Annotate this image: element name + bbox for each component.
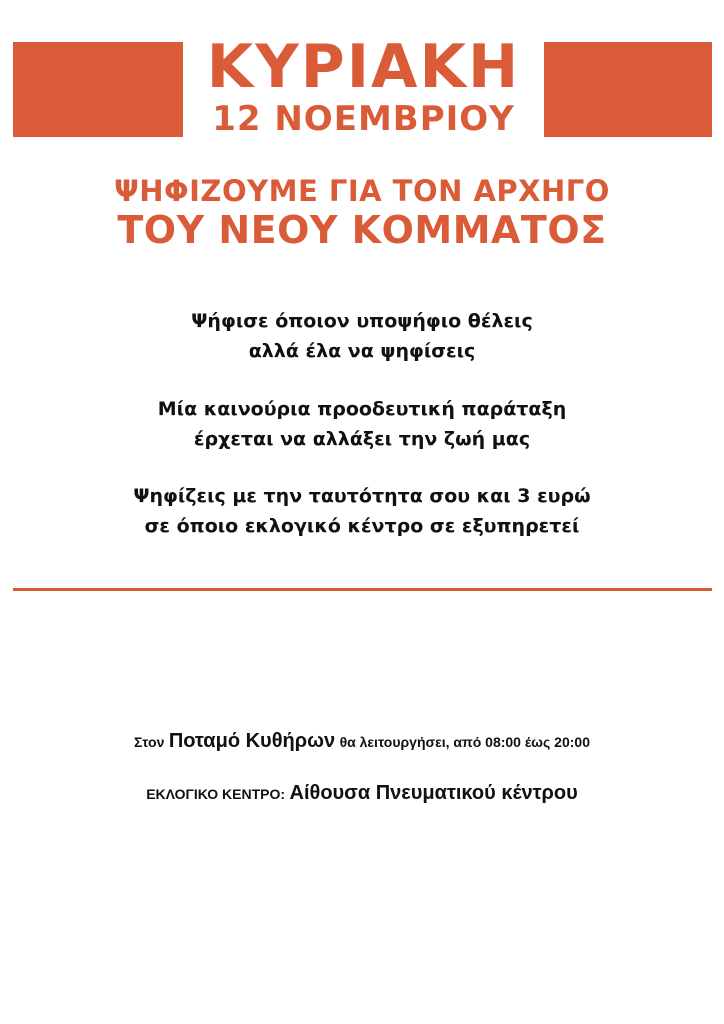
subheadline-line1: ΨΗΦΙΖΟΥΜΕ ΓΙΑ ΤΟΝ ΑΡΧΗΓΟ xyxy=(114,174,610,208)
message-1-line-1: Ψήφισε όποιον υποψήφιο θέλεις xyxy=(191,310,533,332)
headline-day: ΚΥΡΙΑΚΗ xyxy=(206,32,521,102)
info-line-hours xyxy=(0,730,724,753)
info-hours: θα λειτουργήσει, από 08:00 έως 20:00 xyxy=(339,734,590,750)
message-2-line-2: έρχεται να αλλάξει την ζωή μας xyxy=(193,428,531,450)
subheadline-line2: ΤΟΥ ΝΕΟΥ ΚΟΜΜΑΤΟΣ xyxy=(117,208,607,252)
info-line-venue xyxy=(0,782,724,805)
message-3-line-1: Ψηφίζεις με την ταυτότητα σου και 3 ευρώ xyxy=(133,485,591,507)
message-block-3 xyxy=(0,481,724,541)
info-place: Ποταμό Κυθήρων xyxy=(168,730,336,752)
header-bar-right xyxy=(544,42,712,137)
message-3-line-2: σε όποιο εκλογικό κέντρο σε εξυπηρετεί xyxy=(144,515,580,537)
header-bar-left xyxy=(13,42,183,137)
venue-name: Αίθουσα Πνευματικού κέντρου xyxy=(289,782,578,804)
headline-date: 12 ΝΟΕΜΒΡΙΟΥ xyxy=(212,99,515,139)
divider-rule xyxy=(13,588,712,591)
info-prefix: Στον xyxy=(134,734,165,750)
message-block-2 xyxy=(0,394,724,454)
message-2-line-1: Μία καινούρια προοδευτική παράταξη xyxy=(157,398,567,420)
message-block-1 xyxy=(0,306,724,366)
venue-label: ΕΚΛΟΓΙΚΟ ΚΕΝΤΡΟ: xyxy=(146,786,286,802)
message-1-line-2: αλλά έλα να ψηφίσεις xyxy=(248,340,476,362)
